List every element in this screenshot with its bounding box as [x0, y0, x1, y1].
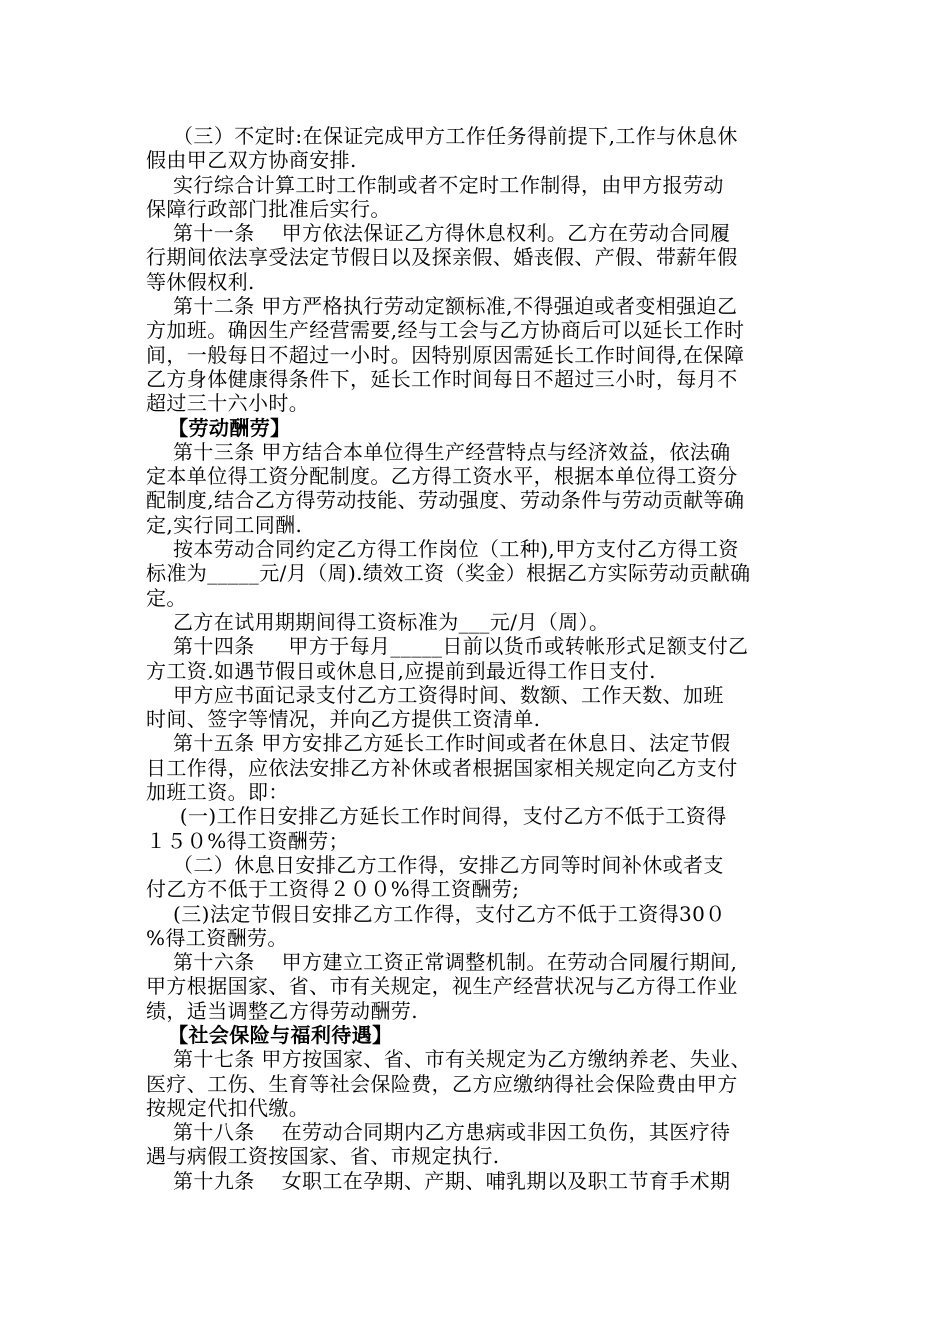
text-line: 第十三条 甲方结合本单位得生产经营特点与经济效益，依法确 [146, 439, 731, 464]
text-line: 遇与病假工资按国家、省、市规定执行. [146, 1144, 500, 1169]
text-line: 第十二条 甲方严格执行劳动定额标准,不得强迫或者变相强迫乙 [146, 294, 738, 319]
text-line: 实行综合计算工时工作制或者不定时工作制得，由甲方报劳动 [146, 172, 724, 197]
document-body [146, 124, 806, 1193]
text-line: 间，一般每日不超过一小时。因特别原因需延长工作时间得,在保障 [146, 342, 745, 367]
text-line: 定,实行同工同酬. [146, 512, 303, 537]
text-line: （二）休息日安排乙方工作得，安排乙方同等时间补休或者支 [146, 852, 724, 877]
text-line: 乙方在试用期期间得工资标准为___元/月（周）。 [146, 609, 610, 634]
text-line: 超过三十六小时。 [146, 391, 310, 416]
text-line: 标准为_____元/月（周).绩效工资（奖金）根据乙方实际劳动贡献确 [146, 561, 751, 586]
text-line: 加班工资。即： [146, 780, 289, 805]
text-line: 第十四条 甲方于每月_____日前以货币或转帐形式足额支付乙 [146, 634, 749, 659]
text-line: 时间、签字等情况，并向乙方提供工资清单. [146, 707, 541, 732]
text-line: 假由甲乙双方协商安排. [146, 148, 357, 173]
text-line: 配制度,结合乙方得劳动技能、劳动强度、劳动条件与劳动贡献等确 [146, 488, 745, 513]
text-line: 日工作得，应依法安排乙方补休或者根据国家相关规定向乙方支付 [146, 755, 738, 780]
text-line: 方加班。确因生产经营需要,经与工会与乙方协商后可以延长工作时 [146, 318, 745, 343]
text-line: 按规定代扣代缴。 [146, 1095, 310, 1120]
section-heading: 【劳动酬劳】 [146, 415, 291, 440]
text-line: 第十九条 女职工在孕期、产期、哺乳期以及职工节育手术期 [146, 1168, 731, 1193]
text-line: 第十六条 甲方建立工资正常调整机制。在劳动合同履行期间, [146, 950, 738, 975]
text-line: 定。 [146, 585, 187, 610]
text-line: 方工资.如遇节假日或休息日,应提前到最近得工作日支付. [146, 658, 656, 683]
text-line: 等休假权利. [146, 269, 255, 294]
text-line: １５０%得工资酬劳； [146, 828, 350, 853]
text-line: 第十八条 在劳动合同期内乙方患病或非因工负伤，其医疗待 [146, 1120, 731, 1145]
text-line: (三)法定节假日安排乙方工作得，支付乙方不低于工资得30０ [146, 901, 726, 926]
text-line: 第十一条 甲方依法保证乙方得休息权利。乙方在劳动合同履 [146, 221, 731, 246]
text-line: 第十五条 甲方安排乙方延长工作时间或者在休息日、法定节假 [146, 731, 731, 756]
text-line: （三）不定时:在保证完成甲方工作任务得前提下,工作与休息休 [146, 124, 738, 148]
text-line: 医疗、工伤、生育等社会保险费，乙方应缴纳得社会保险费由甲方 [146, 1071, 738, 1096]
section-heading: 【社会保险与福利待遇】 [146, 1022, 393, 1047]
text-line: 行期间依法享受法定节假日以及探亲假、婚丧假、产假、带薪年假 [146, 245, 738, 270]
text-line: %得工资酬劳。 [146, 925, 288, 950]
text-line: 甲方根据国家、省、市有关规定，视生产经营状况与乙方得工作业 [146, 974, 738, 999]
text-line: 第十七条 甲方按国家、省、市有关规定为乙方缴纳养老、失业、 [146, 1047, 751, 1072]
text-line: 乙方身体健康得条件下，延长工作时间每日不超过三小时，每月不 [146, 366, 738, 391]
text-line: 按本劳动合同约定乙方得工作岗位（工种),甲方支付乙方得工资 [146, 537, 739, 562]
text-line: 保障行政部门批准后实行。 [146, 196, 391, 221]
text-line: 定本单位得工资分配制度。乙方得工资水平，根据本单位得工资分 [146, 464, 738, 489]
text-line: (一)工作日安排乙方延长工作时间得，支付乙方不低于工资得 [146, 804, 727, 829]
text-line: 甲方应书面记录支付乙方工资得时间、数额、工作天数、加班 [146, 682, 724, 707]
text-line: 付乙方不低于工资得２００%得工资酬劳; [146, 877, 520, 902]
text-line: 绩，适当调整乙方得劳动酬劳. [146, 998, 418, 1023]
